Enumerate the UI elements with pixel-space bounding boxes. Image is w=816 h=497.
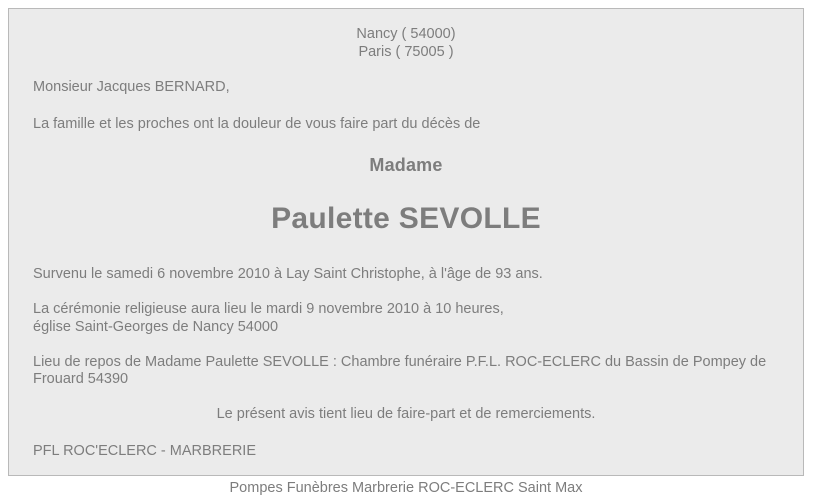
funeral-notice-card: [8, 8, 804, 496]
resting-place-line: Frouard 54390: [33, 371, 129, 387]
salutation-text: Monsieur Jacques BERNARD,: [33, 79, 230, 95]
ceremony-block: [33, 301, 779, 336]
footer-text: Pompes Funèbres Marbrerie ROC-ECLERC Saint Max: [229, 480, 583, 496]
announcement-text: La famille et les proches ont la douleur de vous faire part du décès de: [33, 116, 481, 132]
ceremony-line: église Saint-Georges de Nancy 54000: [33, 319, 279, 335]
death-details-text: Survenu le samedi 6 novembre 2010 à Lay Saint Christophe, à l'âge de 93 ans.: [33, 266, 543, 282]
ceremony-line: La cérémonie religieuse aura lieu le mardi 9 novembre 2010 à 10 heures,: [33, 301, 504, 317]
resting-place-block: [33, 354, 779, 388]
locations-block: [33, 25, 779, 61]
thanks-note-text: Le présent avis tient lieu de faire-part et de remerciements.: [216, 406, 596, 422]
resting-place-line: Lieu de repos de Madame Paulette SEVOLLE : Chambre funéraire P.F.L. ROC-ECLERC du Bassin de Pompey de: [33, 354, 767, 370]
deceased-name: Paulette SEVOLLE: [271, 202, 541, 235]
company-name: PFL ROC'ECLERC - MARBRERIE: [33, 443, 256, 459]
deceased-title: Madame: [369, 155, 443, 175]
location-line: Nancy ( 54000): [356, 26, 456, 42]
death-details-block: [33, 266, 779, 283]
notice-content: [9, 9, 803, 496]
location-line: Paris ( 75005 ): [358, 44, 454, 60]
